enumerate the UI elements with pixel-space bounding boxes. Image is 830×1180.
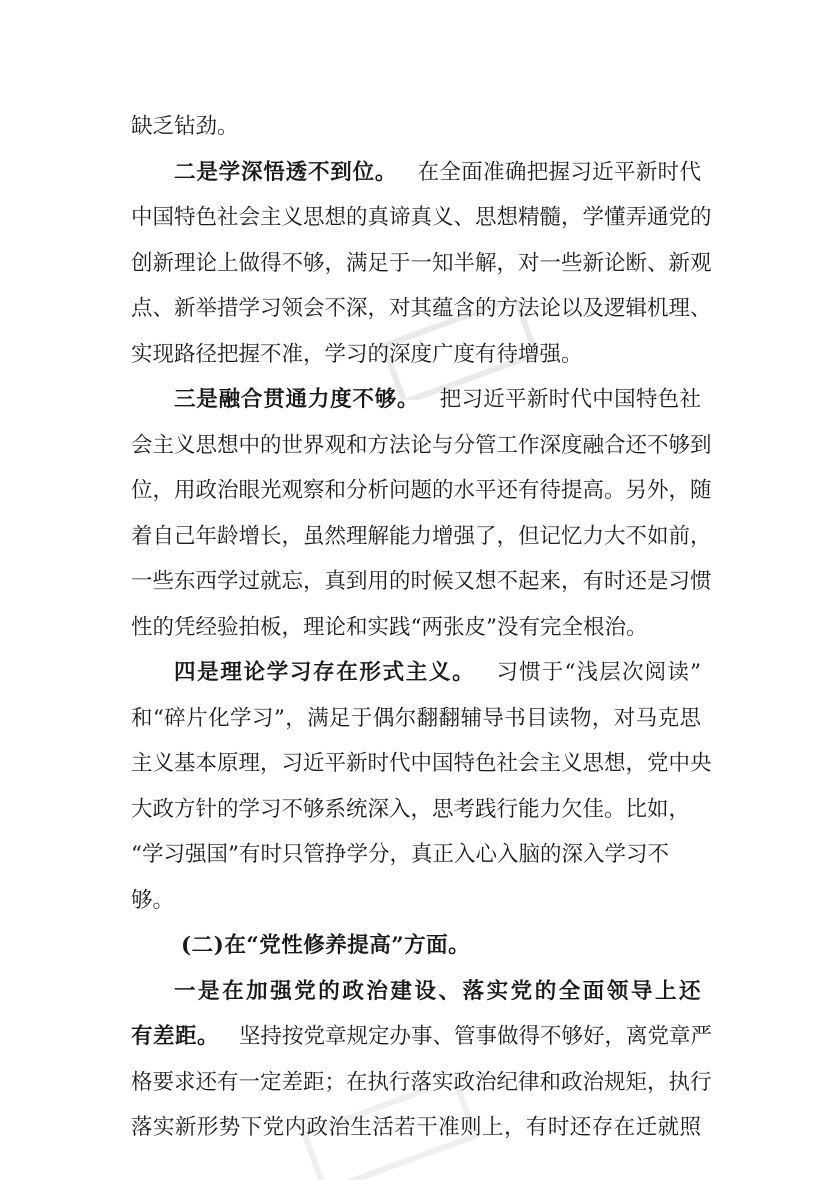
line-text: 和“碎片化学习”，满足于偶尔翻翻辅导书目读物，对马克思 bbox=[131, 705, 701, 731]
text-line bbox=[131, 286, 712, 332]
point-heading-continued: 有差距。 bbox=[131, 1024, 220, 1049]
line-text: 一些东西学过就忘，真到用的时候又想不起来，有时还是习惯 bbox=[131, 569, 712, 594]
text-line bbox=[131, 104, 701, 150]
line-text: 坚持按党章规定办事、管事做得不够好，离党章严 bbox=[239, 1024, 713, 1049]
text-line bbox=[131, 741, 712, 787]
line-text: 落实新形势下党内政治生活若干准则上，有时还存在迁就照 bbox=[131, 1115, 701, 1140]
line-text: “学习强国”有时只管挣学分，真正入心入脑的深入学习不 bbox=[131, 842, 669, 867]
line-text: 点、新举措学习领会不深，对其蕴含的方法论以及逻辑机理、 bbox=[131, 296, 712, 321]
text-line bbox=[131, 195, 712, 241]
paragraph-heading-line bbox=[131, 1014, 713, 1060]
line-text: 把习近平新时代中国特色社 bbox=[439, 387, 701, 412]
line-text: 实现路径把握不准，学习的深度广度有待增强。 bbox=[131, 341, 583, 367]
point-heading: 一是在加强党的政治建设、落实党的全面领导上还 bbox=[174, 978, 701, 1004]
line-text: 创新理论上做得不够，满足于一知半解，对一些新论断、新观 bbox=[131, 250, 712, 276]
text-line bbox=[131, 1060, 712, 1106]
point-heading: 四是理论学习存在形式主义。 bbox=[174, 660, 476, 685]
paragraph-heading-line bbox=[131, 377, 701, 423]
line-text: 格要求还有一定差距；在执行落实政治纪律和政治规矩，执行 bbox=[131, 1069, 712, 1095]
text-line bbox=[131, 605, 701, 651]
point-heading: 三是融合贯通力度不够。 bbox=[174, 387, 420, 412]
line-text: 位，用政治眼光观察和分析问题的水平还有待提高。另外，随 bbox=[131, 478, 712, 503]
document-body bbox=[131, 104, 713, 1151]
text-line bbox=[131, 514, 712, 560]
text-line bbox=[131, 332, 701, 378]
paragraph-heading-line bbox=[131, 150, 701, 196]
paragraph-heading-line bbox=[131, 650, 701, 696]
line-text: 着自己年龄增长，虽然理解能力增强了，但记忆力大不如前， bbox=[131, 523, 712, 549]
text-line bbox=[131, 423, 712, 469]
section-heading-line bbox=[131, 923, 701, 969]
line-text: 缺乏钻劲。 bbox=[131, 114, 239, 139]
line-text: 主义基本原理，习近平新时代中国特色社会主义思想，党中央 bbox=[131, 751, 712, 776]
text-line bbox=[131, 832, 701, 878]
text-line bbox=[131, 241, 712, 287]
text-line bbox=[131, 878, 701, 924]
text-line bbox=[131, 468, 712, 514]
line-text: 在全面准确把握习近平新时代 bbox=[417, 159, 701, 185]
line-text: 大政方针的学习不够系统深入，思考践行能力欠佳。比如， bbox=[131, 796, 691, 822]
line-text: 中国特色社会主义思想的真谛真义、思想精髓，学懂弄通党的 bbox=[131, 205, 712, 230]
point-heading: 二是学深悟透不到位。 bbox=[174, 159, 398, 185]
text-line bbox=[131, 559, 712, 605]
text-line bbox=[131, 1105, 701, 1151]
paragraph-heading-line bbox=[131, 969, 701, 1015]
line-text: 够。 bbox=[131, 887, 175, 913]
line-text: 习惯于“浅层次阅读” bbox=[495, 660, 701, 685]
text-line bbox=[131, 696, 701, 742]
text-line bbox=[131, 787, 701, 833]
section-heading: (二)在“党性修养提高”方面。 bbox=[181, 933, 471, 958]
line-text: 性的凭经验拍板，理论和实践“两张皮”没有完全根治。 bbox=[131, 614, 648, 640]
line-text: 会主义思想中的世界观和方法论与分管工作深度融合还不够到 bbox=[131, 432, 712, 458]
